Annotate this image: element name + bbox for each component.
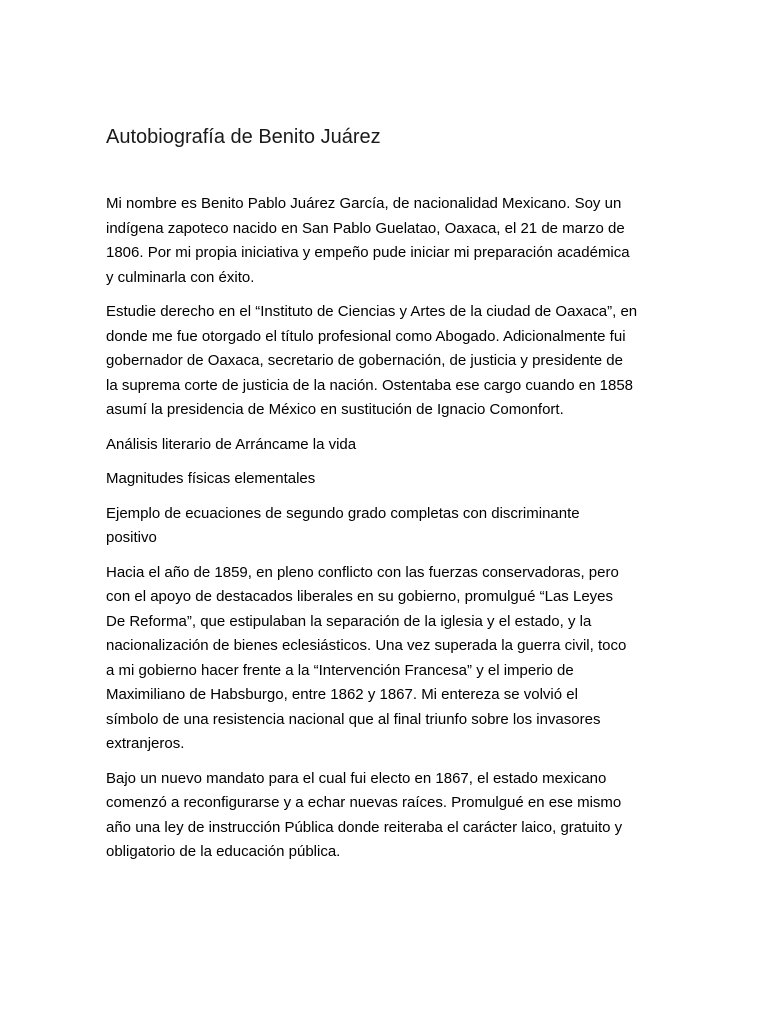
paragraph-intro: Mi nombre es Benito Pablo Juárez García, de nacionalidad Mexicano. Soy un indígena zapoteco nacido en San Pablo Guelatao, Oaxaca, el 21 de marzo de 1806. Por mi propia iniciativa y empeño pude iniciar mi preparación académica y culminarla con éxito. bbox=[106, 195, 630, 286]
document-title: Autobiografía de Benito Juárez bbox=[106, 126, 381, 148]
paragraph-studies: Estudie derecho en el “Instituto de Ciencias y Artes de la ciudad de Oaxaca”, en donde me fue otorgado el título profesional como Abogado. Adicionalmente fui gobernador de Oaxaca, secretario de gobernación, de justicia y presidente de la suprema corte de justicia de la nación. Ostentaba ese cargo cuando en 1858 asumí la presidencia de México en sustitución de Ignacio Comonfort. bbox=[106, 303, 638, 418]
related-link-magnitudes: Magnitudes físicas elementales bbox=[106, 470, 316, 487]
related-link-arrancame: Análisis literario de Arráncame la vida bbox=[106, 435, 357, 453]
paragraph-mandato: Bajo un nuevo mandato para el cual fui electo en 1867, el estado mexicano comenzó a reconfigurarse y a echar nuevas raíces. Promulgué en ese mismo año una ley de instrucción Pública donde reiteraba el carácter laico, gratuito y obligatorio de la educación pública. bbox=[106, 769, 623, 860]
paragraph-reforma: Hacia el año de 1859, en pleno conflicto con las fuerzas conservadoras, pero con el apoyo de destacados liberales en su gobierno, promulgué “Las Leyes De Reforma”, que estipulaban la separación de la iglesia y el estado, y la nacionalización de bienes eclesiásticos. Una vez superada la guerra civil, toco a mi gobierno hacer frente a la “Intervención Francesa” y el imperio de Maximiliano de Habsburgo, entre 1862 y 1867. Mi entereza se volvió el símbolo de una resistencia nacional que al final triunfo sobre los invasores extranjeros. bbox=[106, 563, 627, 752]
related-link-ecuaciones: Ejemplo de ecuaciones de segundo grado completas con discriminante positivo bbox=[106, 504, 580, 546]
